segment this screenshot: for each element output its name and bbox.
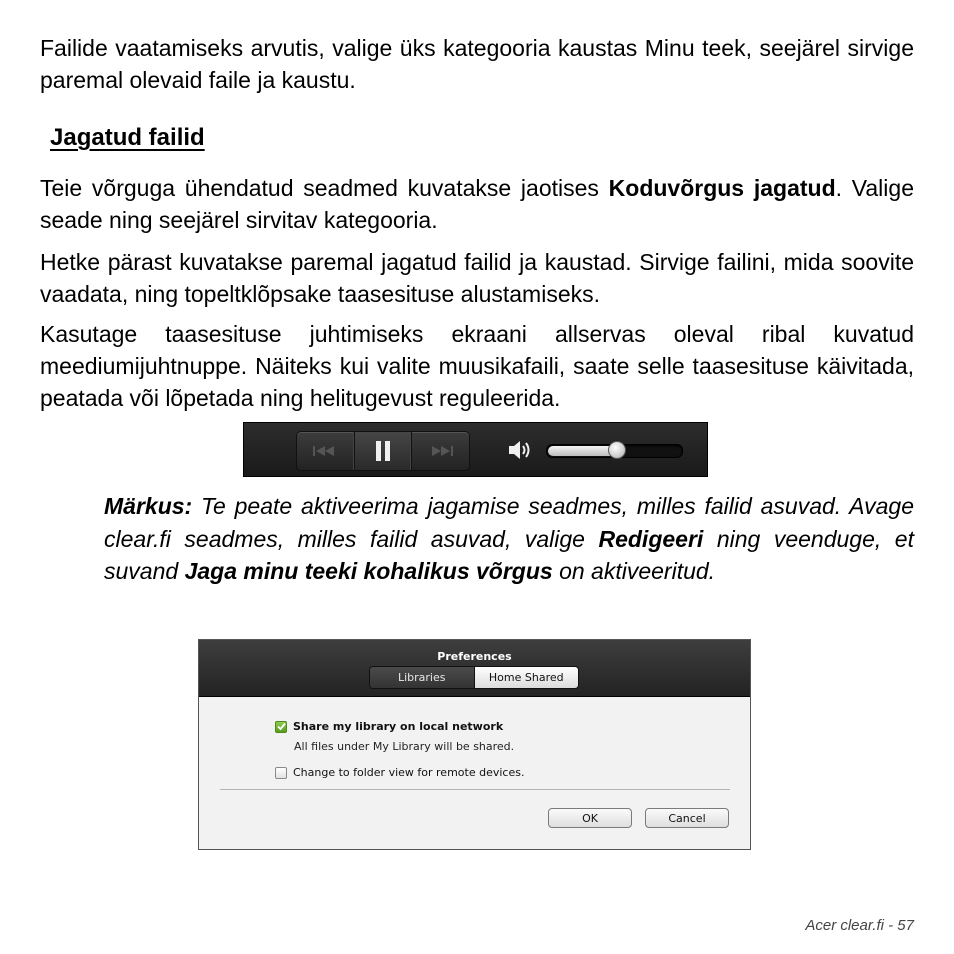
folder-view-option[interactable] [275,766,524,779]
volume-slider[interactable] [546,444,683,458]
dialog-header [199,640,750,697]
note-bold-edit: Redigeeri [598,525,704,552]
note-paragraph [104,490,914,588]
folder-view-checkbox[interactable] [275,767,287,779]
volume-icon[interactable] [508,439,532,461]
page-footer: Acer clear.fi - 57 [805,917,914,934]
tab-libraries[interactable]: Libraries [370,667,475,688]
media-control-bar [243,422,708,477]
pause-icon [375,441,391,461]
previous-icon [312,445,338,457]
p2-bold-term: Koduvõrgus jagatud [608,175,836,201]
next-button[interactable] [412,432,469,470]
share-library-label: Share my library on local network [293,720,504,733]
preferences-dialog [198,639,751,850]
checkmark-icon [277,722,286,731]
previous-button[interactable] [297,432,355,470]
share-library-description: All files under My Library will be shared. [294,740,515,753]
intro-paragraph: Failide vaatamiseks arvutis, valige üks kategooria kaustas Minu teek, seejärel sirvige paremal olevaid faile ja kaustu. [40,35,914,93]
share-library-checkbox[interactable] [275,721,287,733]
tab-switcher [369,666,579,689]
p2-text-b: . Valige seade ning seejärel sirvitav kategooria. [40,175,914,233]
volume-slider-knob[interactable] [608,441,626,459]
note-text-2: ning veenduge, et suvand [104,525,914,584]
note-label: Märkus: [104,493,193,519]
pause-button[interactable] [355,432,413,470]
browse-paragraph: Hetke pärast kuvatakse paremal jagatud failid ja kaustad. Sirvige failini, mida soovite vaadata, ning topeltklõpsake taasesituse alustamiseks. [40,249,914,307]
dialog-body [199,697,750,849]
section-heading: Jagatud failid [50,124,205,151]
tab-home-shared[interactable]: Home Shared [475,667,579,688]
cancel-button[interactable]: Cancel [645,808,729,828]
controls-paragraph: Kasutage taasesituse juhtimiseks ekraani allservas oleval ribal kuvatud meediumijuhtnuppe. Näiteks kui valite muusikafaili, saate selle taasesituse käivitada, peatada või lõpetada ning helitugevust reguleerida. [40,321,914,411]
note-text-3: on aktiveeritud. [552,558,716,584]
ok-button[interactable]: OK [548,808,632,828]
note-text-1: Te peate aktiveerima jagamise seadmes, milles failid asuvad. Avage clear.fi seadmes, milles failid asuvad, valige [104,493,914,552]
note-bold-option: Jaga minu teeki kohalikus võrgus [184,558,553,584]
folder-view-label: Change to folder view for remote devices. [293,766,525,779]
p2-text-a: Teie võrguga ühendatud seadmed kuvatakse jaotises [40,175,609,201]
dialog-divider [220,789,730,790]
next-icon [428,445,454,457]
dialog-title: Preferences [437,650,512,663]
shared-devices-paragraph [40,172,914,236]
playback-controls [296,431,470,471]
share-library-option[interactable] [275,720,503,733]
